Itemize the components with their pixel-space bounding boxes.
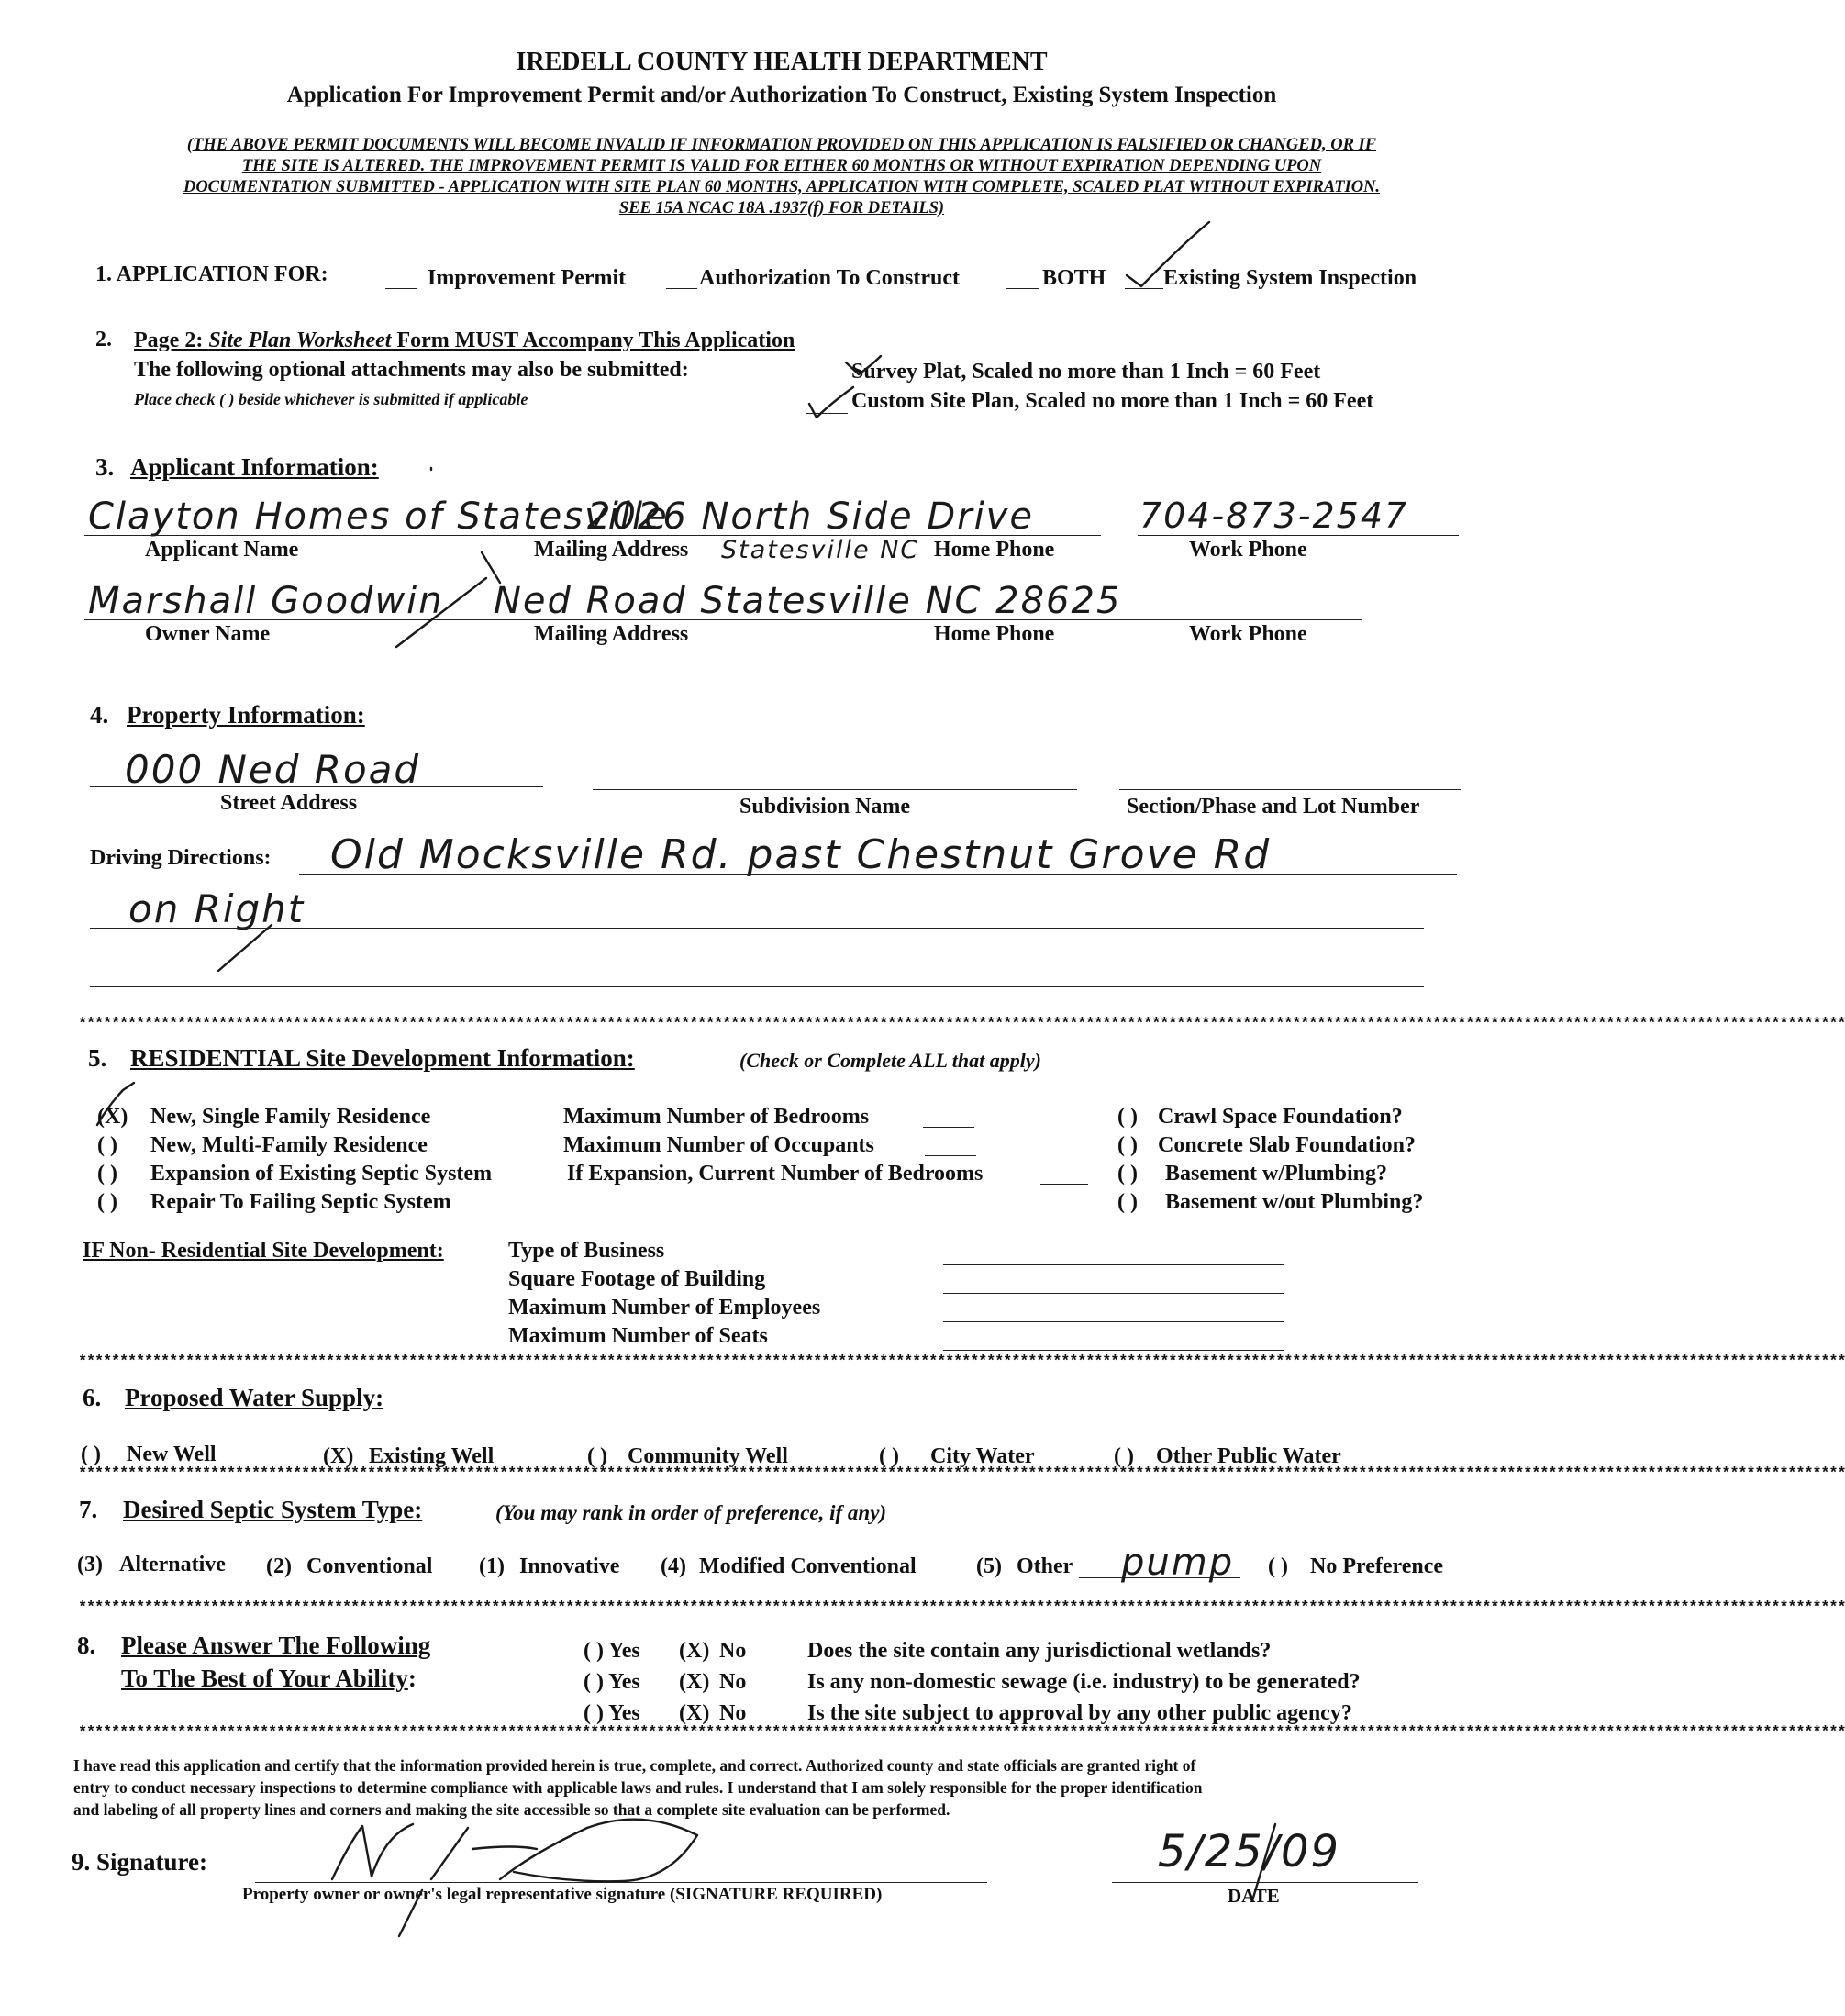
res-new-multi-family: New, Multi-Family Residence: [150, 1133, 428, 1157]
water-supply-title: Proposed Water Supply:: [125, 1384, 384, 1411]
questions-title-2: To The Best of Your Ability:: [121, 1665, 417, 1692]
q3-public-agency: Is the site subject to approval by any other public agency?: [807, 1701, 1352, 1725]
max-seats-label: Maximum Number of Seats: [508, 1324, 768, 1348]
notice-line-3: DOCUMENTATION SUBMITTED - APPLICATION WITH SITE PLAN 60 MONTHS, APPLICATION WITH COMPLETE, SCALED PLAT WITHOUT EXPIRATION.: [183, 178, 1381, 196]
water-mark-new-well[interactable]: ( ): [81, 1442, 101, 1466]
opt-both[interactable]: BOTH: [1042, 266, 1106, 290]
q2-yes[interactable]: ( ) Yes: [584, 1670, 640, 1694]
site-plan-requirement: Page 2: Site Plan Worksheet Form MUST Accompany This Application: [134, 329, 795, 352]
existing-inspection-checkmark: [1127, 222, 1209, 286]
found-mark-4[interactable]: ( ): [1117, 1190, 1138, 1214]
basement-plumbing-label: Basement w/Plumbing?: [1165, 1162, 1388, 1186]
q3-no: No: [719, 1701, 747, 1725]
questions-title-1: Please Answer The Following: [121, 1632, 431, 1659]
directions-line-1[interactable]: Old Mocksville Rd. past Chestnut Grove Rd: [330, 831, 1272, 878]
opt-authorization[interactable]: Authorization To Construct: [699, 266, 961, 290]
basement-no-plumbing-label: Basement w/out Plumbing?: [1165, 1190, 1424, 1214]
septic-mark-alternative[interactable]: (3): [77, 1553, 103, 1576]
signature-date-value[interactable]: 5/25/09: [1158, 1826, 1341, 1877]
q1-yes[interactable]: ( ) Yes: [584, 1639, 640, 1663]
q1-wetlands: Does the site contain any jurisdictional wetlands?: [807, 1639, 1272, 1663]
section-4-number: 4.: [90, 701, 109, 729]
applicant-name-label: Applicant Name: [145, 538, 299, 562]
septic-no-preference: No Preference: [1310, 1554, 1444, 1578]
separator-5: **********************************************************************************************************************************************************************************************************************: [78, 1724, 1845, 1742]
owner-home-phone-label: Home Phone: [934, 622, 1055, 646]
notice-line-2: THE SITE IS ALTERED. THE IMPROVEMENT PERMIT IS VALID FOR EITHER 60 MONTHS OR WITHOUT EXPIRATION DEPENDING UPON: [241, 157, 1322, 175]
single-family-checkmark: [97, 1083, 134, 1125]
septic-modified-conventional: Modified Conventional: [699, 1554, 917, 1578]
square-footage-label: Square Footage of Building: [508, 1267, 766, 1291]
notice-line-1: (THE ABOVE PERMIT DOCUMENTS WILL BECOME INVALID IF INFORMATION PROVIDED ON THIS APPLICATION IS FALSIFIED OR CHANGED, OR IF: [186, 136, 1377, 154]
owner-work-phone-label: Work Phone: [1189, 622, 1307, 646]
septic-other-value[interactable]: pump: [1121, 1542, 1235, 1584]
street-address-label: Street Address: [220, 791, 358, 815]
res-expansion-septic: Expansion of Existing Septic System: [150, 1162, 493, 1186]
water-mark-other-public[interactable]: ( ): [1114, 1444, 1134, 1468]
separator-3: **********************************************************************************************************************************************************************************************************************: [78, 1465, 1845, 1483]
place-check-hint: Place check ( ) beside whichever is submitted if applicable: [134, 390, 528, 408]
form-title: IREDELL COUNTY HEALTH DEPARTMENT: [516, 48, 1048, 76]
section-3-number: 3.: [95, 453, 115, 481]
q2-sewage: Is any non-domestic sewage (i.e. industry) to be generated?: [807, 1670, 1361, 1694]
section-5-number: 5.: [88, 1044, 107, 1072]
survey-plat-checkmark: [846, 356, 881, 374]
max-bedrooms-label: Maximum Number of Bedrooms: [563, 1105, 870, 1129]
notice-line-4: SEE 15A NCAC 18A .1937(f) FOR DETAILS): [618, 199, 945, 217]
owner-mailing-label: Mailing Address: [534, 622, 689, 646]
separator-1: **********************************************************************************************************************************************************************************************************************: [78, 1016, 1845, 1033]
septic-mark-other[interactable]: (5): [976, 1554, 1002, 1578]
work-phone-value[interactable]: 704-873-2547: [1139, 496, 1409, 536]
driving-directions-label: Driving Directions:: [90, 846, 272, 870]
water-other-public: Other Public Water: [1156, 1444, 1341, 1468]
septic-mark-innovative[interactable]: (1): [479, 1554, 505, 1578]
signature-label: 9. Signature:: [72, 1848, 208, 1876]
residential-title: RESIDENTIAL Site Development Information:: [130, 1044, 635, 1072]
certification-line-2: entry to conduct necessary inspections to determine compliance with applicable laws and rules. I understand that I am solely responsible for the proper identification: [73, 1778, 1203, 1797]
att-custom-site-plan[interactable]: Custom Site Plan, Scaled no more than 1 Inch = 60 Feet: [851, 389, 1374, 413]
directions-line-2[interactable]: on Right: [128, 886, 306, 931]
septic-innovative: Innovative: [519, 1554, 620, 1578]
concrete-slab-label: Concrete Slab Foundation?: [1158, 1133, 1416, 1157]
septic-mark-conventional[interactable]: (2): [266, 1554, 292, 1578]
work-phone-label: Work Phone: [1189, 538, 1307, 562]
certification-line-1: I have read this application and certify that the information provided herein is true, complete, and correct. Authorized county and state officials are granted right of: [73, 1756, 1196, 1775]
section-7-number: 7.: [79, 1496, 98, 1523]
section-6-number: 6.: [83, 1384, 102, 1411]
water-mark-city[interactable]: ( ): [879, 1444, 899, 1468]
applicant-city-value[interactable]: Statesville NC: [721, 536, 920, 564]
crawl-space-label: Crawl Space Foundation?: [1158, 1105, 1403, 1129]
att-survey-plat[interactable]: Survey Plat, Scaled no more than 1 Inch = 60 Feet: [851, 360, 1321, 384]
owner-address-value[interactable]: Ned Road Statesville NC 28625: [494, 580, 1122, 622]
type-of-business-label: Type of Business: [508, 1239, 665, 1263]
res-mark-4[interactable]: ( ): [97, 1190, 117, 1214]
q2-no-mark[interactable]: (X): [679, 1670, 710, 1694]
opt-existing-system[interactable]: Existing System Inspection: [1163, 266, 1417, 290]
applicant-info-title: Applicant Information:: [130, 453, 379, 481]
septic-other: Other: [1017, 1554, 1073, 1578]
septic-conventional: Conventional: [306, 1554, 433, 1578]
residential-hint: (Check or Complete ALL that apply): [739, 1049, 1041, 1072]
septic-alternative: Alternative: [119, 1553, 226, 1576]
directions-slash: [218, 925, 272, 971]
separator-4: **********************************************************************************************************************************************************************************************************************: [78, 1599, 1845, 1617]
date-label: DATE: [1228, 1885, 1280, 1907]
certification-line-3: and labeling of all property lines and corners and making the site accessible so that a complete site evaluation can be performed.: [73, 1800, 950, 1819]
owner-name-value[interactable]: Marshall Goodwin: [88, 580, 444, 622]
water-community-well: Community Well: [628, 1444, 788, 1468]
septic-mark-modified[interactable]: (4): [661, 1554, 686, 1578]
res-repair-septic: Repair To Failing Septic System: [150, 1190, 451, 1214]
q2-no: No: [719, 1670, 747, 1694]
application-for-label: 1. APPLICATION FOR:: [95, 262, 328, 286]
subdivision-label: Subdivision Name: [739, 795, 911, 819]
applicant-name-value[interactable]: Clayton Homes of Statesville: [88, 496, 669, 538]
opt-improvement-permit[interactable]: Improvement Permit: [428, 266, 627, 290]
septic-type-hint: (You may rank in order of preference, if any): [495, 1501, 887, 1524]
applicant-address-value[interactable]: 2026 North Side Drive: [587, 496, 1034, 538]
separator-2: **********************************************************************************************************************************************************************************************************************: [78, 1353, 1845, 1371]
q1-no: No: [719, 1639, 747, 1663]
owner-slash: [396, 578, 486, 647]
expansion-bedrooms-label: If Expansion, Current Number of Bedrooms: [567, 1162, 984, 1186]
found-mark-2[interactable]: ( ): [1117, 1133, 1138, 1157]
home-phone-label: Home Phone: [934, 538, 1055, 562]
found-mark-1[interactable]: ( ): [1117, 1105, 1138, 1129]
res-mark-2[interactable]: ( ): [97, 1133, 117, 1157]
form-subtitle: Application For Improvement Permit and/or Authorization To Construct, Existing System Inspection: [286, 83, 1277, 107]
q3-no-mark[interactable]: (X): [679, 1701, 710, 1725]
mailing-address-label: Mailing Address: [534, 538, 689, 562]
property-info-title: Property Information:: [127, 701, 365, 729]
owner-name-label: Owner Name: [145, 622, 271, 646]
water-existing-well: Existing Well: [369, 1444, 495, 1468]
street-address-value[interactable]: 000 Ned Road: [125, 747, 421, 792]
signature-scribble: [332, 1820, 697, 1936]
applicant-slash: [431, 468, 500, 583]
res-mark-3[interactable]: ( ): [97, 1162, 117, 1186]
max-employees-label: Maximum Number of Employees: [508, 1296, 821, 1320]
water-mark-existing-well[interactable]: (X): [323, 1444, 354, 1468]
signature-caption: Property owner or owner's legal representative signature (SIGNATURE REQUIRED): [242, 1885, 883, 1904]
section-lot-label: Section/Phase and Lot Number: [1127, 795, 1420, 819]
water-city-water: City Water: [930, 1444, 1035, 1468]
q1-no-mark[interactable]: (X): [679, 1639, 710, 1663]
res-mark-1[interactable]: (X): [97, 1105, 128, 1129]
septic-type-title: Desired Septic System Type:: [123, 1496, 423, 1523]
water-mark-community[interactable]: ( ): [587, 1444, 607, 1468]
water-new-well: New Well: [127, 1442, 217, 1466]
q3-yes[interactable]: ( ) Yes: [584, 1701, 640, 1725]
optional-attachments-text: The following optional attachments may also be submitted:: [134, 358, 689, 382]
date-slash: [1253, 1824, 1275, 1898]
max-occupants-label: Maximum Number of Occupants: [563, 1133, 874, 1157]
found-mark-3[interactable]: ( ): [1117, 1162, 1138, 1186]
res-new-single-family: New, Single Family Residence: [150, 1105, 431, 1129]
section-8-number: 8.: [77, 1632, 96, 1659]
section-2-number: 2.: [95, 328, 112, 351]
septic-mark-no-preference[interactable]: ( ): [1268, 1554, 1288, 1578]
non-residential-label: IF Non- Residential Site Development:: [83, 1239, 444, 1263]
custom-site-plan-checkmark: [809, 387, 853, 418]
